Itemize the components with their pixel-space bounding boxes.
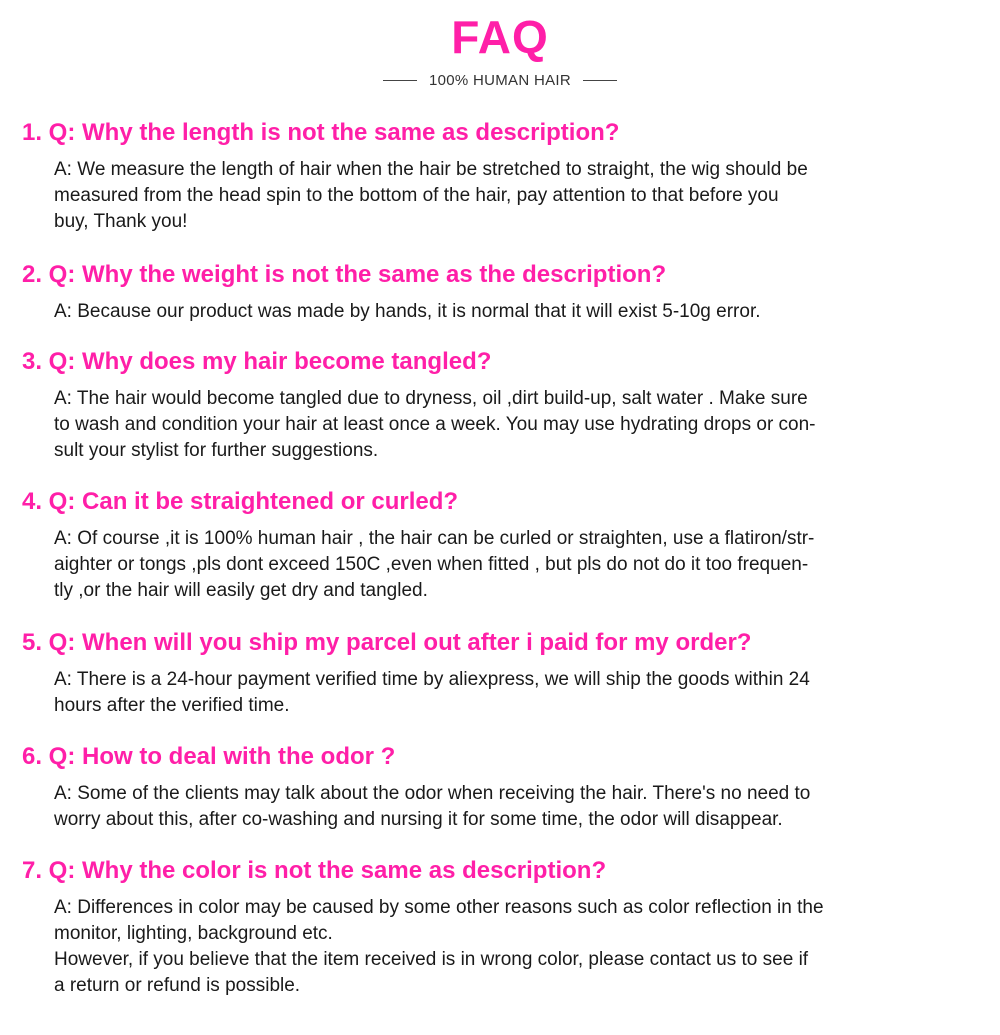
faq-answer-line: monitor, lighting, background etc. <box>54 923 333 944</box>
faq-answer-line: aighter or tongs ,pls dont exceed 150C ,even when fitted , but pls do not do it too frequen- <box>54 554 809 575</box>
faq-answer <box>54 299 954 325</box>
faq-title: FAQ <box>451 11 549 63</box>
faq-answer-line: A: The hair would become tangled due to dryness, oil ,dirt build-up, salt water . Make sure <box>54 388 808 409</box>
faq-answer <box>54 386 954 464</box>
faq-item-5 <box>22 628 982 719</box>
subtitle-row <box>0 68 1000 92</box>
faq-item-1 <box>22 118 982 235</box>
faq-answer <box>54 781 954 833</box>
faq-answer-line: a return or refund is possible. <box>54 975 301 996</box>
faq-answer-line: worry about this, after co-washing and nursing it for some time, the odor will disappear. <box>54 809 783 830</box>
faq-item-6 <box>22 742 982 833</box>
faq-answer <box>54 526 954 604</box>
faq-answer-line: A: Of course ,it is 100% human hair , the hair can be curled or straighten, use a flatiron/str- <box>54 528 815 549</box>
faq-answer-line: A: Some of the clients may talk about the odor when receiving the hair. There's no need to <box>54 783 811 804</box>
faq-answer-line: A: There is a 24-hour payment verified time by aliexpress, we will ship the goods within 24 <box>54 669 810 690</box>
faq-question: 2. Q: Why the weight is not the same as the description? <box>22 261 667 288</box>
faq-question: 3. Q: Why does my hair become tangled? <box>22 348 492 375</box>
faq-question: 6. Q: How to deal with the odor ? <box>22 743 396 770</box>
faq-answer <box>54 667 954 719</box>
subtitle-divider-left <box>383 80 417 81</box>
faq-answer <box>54 157 954 235</box>
faq-item-2 <box>22 260 982 325</box>
faq-item-7 <box>22 856 982 999</box>
faq-answer <box>54 895 954 999</box>
subtitle-text: 100% HUMAN HAIR <box>428 71 572 89</box>
faq-answer-line: measured from the head spin to the bottom of the hair, pay attention to that before you <box>54 185 779 206</box>
faq-answer-line: to wash and condition your hair at least once a week. You may use hydrating drops or con- <box>54 414 816 435</box>
faq-answer-line: buy, Thank you! <box>54 211 188 232</box>
faq-item-3 <box>22 347 982 464</box>
faq-item-4 <box>22 487 982 604</box>
subtitle-divider-right <box>583 80 617 81</box>
faq-question: 5. Q: When will you ship my parcel out after i paid for my order? <box>22 629 752 656</box>
faq-answer-line: A: Because our product was made by hands, it is normal that it will exist 5-10g error. <box>54 301 761 322</box>
faq-question: 4. Q: Can it be straightened or curled? <box>22 488 459 515</box>
faq-answer-line: sult your stylist for further suggestions. <box>54 440 379 461</box>
faq-answer-line: tly ,or the hair will easily get dry and tangled. <box>54 580 428 601</box>
faq-answer-line: hours after the verified time. <box>54 695 290 716</box>
faq-question: 7. Q: Why the color is not the same as description? <box>22 857 607 884</box>
faq-answer-line: However, if you believe that the item received is in wrong color, please contact us to see if <box>54 949 809 970</box>
faq-answer-line: A: We measure the length of hair when the hair be stretched to straight, the wig should be <box>54 159 808 180</box>
faq-answer-line: A: Differences in color may be caused by some other reasons such as color reflection in the <box>54 897 824 918</box>
faq-question: 1. Q: Why the length is not the same as description? <box>22 119 620 146</box>
